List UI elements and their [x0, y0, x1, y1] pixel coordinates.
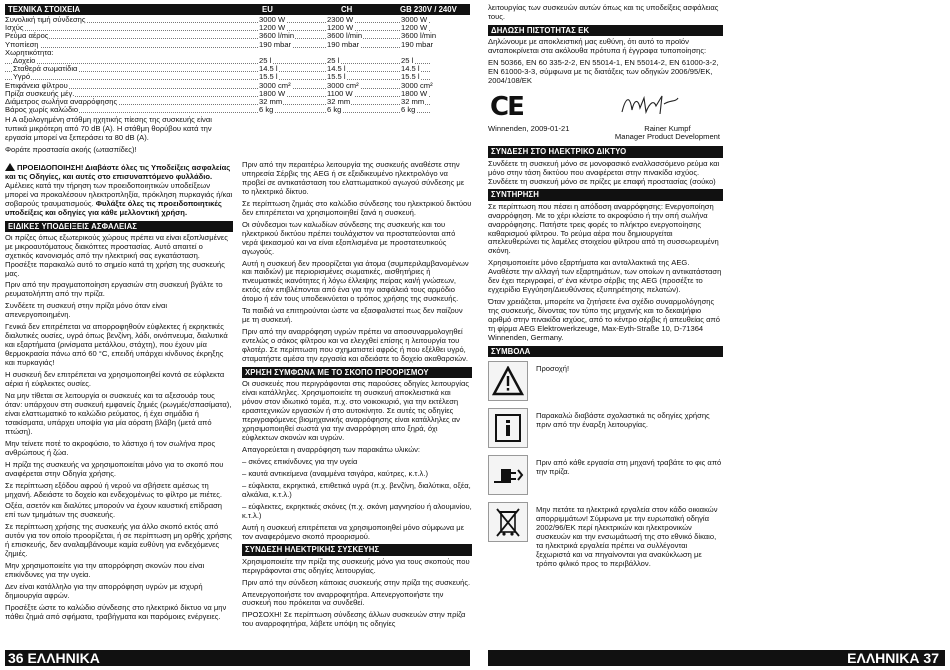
- spec-value-ch: 2300 W: [327, 15, 354, 24]
- use-paragraph: – καυτά αντικείμενα (αναμμένα τσιγάρα, καύτρες, κ.τ.λ.): [242, 468, 428, 478]
- device-connection-heading: ΣΥΝΔΕΣΗ ΗΛΕΚΤΡΙΚΗΣ ΣΥΣΚΕΥΗΣ: [242, 544, 472, 555]
- spec-value-ch: 1200 W: [327, 23, 354, 33]
- spec-value-ch: 32 mm: [327, 96, 351, 106]
- spec-header: [5, 4, 470, 15]
- spec-value-ch: 1100 W: [327, 88, 353, 98]
- safety-paragraph: Μην τείνετε ποτέ το ακροφύσιο, το λάστιχο ή τον σωλήνα προς ανθρώπους ή ζώα.: [5, 438, 216, 457]
- dot-leader: [5, 57, 430, 64]
- safety-paragraph: Μην χρησιμοποιείτε για την απορρόφηση σκονών που είναι επικίνδυνες για την υγεία.: [5, 561, 205, 580]
- spec-value-ch: 3600 l/min: [327, 31, 363, 41]
- safety-paragraph: Πριν από την αναρρόφηση υγρών πρέπει να αποσυναρμολογηθεί εντελώς ο σάκος φίλτρου και να ελεγχθεί επίσης η λειτουργία του φλοτέρ. Σε περίπτωση που σχηματιστεί αφρός ή που εξέλθει υγρό, σταματήστε αμέσα την εργασία και αδειάστε το δοχείο ακαθαρσιών.: [242, 327, 469, 364]
- safety-paragraph: Δεν είναι κατάλληλο για την απορρόφηση υγρών με ισχυρή δημιουργία αφρών.: [5, 582, 203, 601]
- spec-label: Ισχύς: [5, 23, 24, 33]
- device-connection-text: [242, 558, 472, 630]
- special-safety-list: [5, 234, 233, 622]
- connection-paragraph: ΠΡΟΣΟΧΗ! Σε περίπτωση σύνδεσης άλλων συσκευών στην πρίζα του αναρροφητήρα, λάβετε υπόψη τις οδηγίες: [242, 610, 466, 629]
- language-right: ΕΛΛΗΝΙΚΑ: [847, 650, 920, 666]
- warning-keep: Φυλάξτε όλες τις προειδοποιητικές υποδείξεις και οδηγίες για κάθε μελλοντική χρήση.: [5, 198, 222, 217]
- signer-title: Manager Product Development: [614, 132, 720, 142]
- warning-title: ΠΡΟΕΙΔΟΠΟΙΗΣΗ! Διαβάστε όλες τις Υποδείξεις ασφαλείας και τις Οδηγίες, και αυτές στο επισυναπτόμενο φυλλάδιο.: [5, 162, 231, 181]
- spec-value-eu: 15.5 l: [259, 72, 278, 82]
- ce-norms: EN 50366, EN 60 335-2-2, EN 55014-1, EN 55014-2, EN 61000-3-2, EN 61000-3-3, σύμφωνα με τις διατάξεις των οδηγιών 2006/95/EK, 2004/108/EK: [488, 58, 719, 85]
- unplug-icon: [488, 455, 528, 495]
- spec-value-gb: 3000 cm²: [401, 80, 433, 90]
- spec-value-gb: 3000 W: [401, 15, 428, 24]
- spec-value-ch: 14.5 l: [327, 64, 346, 74]
- symbol-item: [488, 361, 723, 401]
- warning-text: Αμέλειες κατά την τήρηση των προειδοποιητικών υποδείξεων μπορεί να προκαλέσουν ηλεκτροπληξία, πρόκληση πυρκαγιάς ή/και σοβαρούς τραυματισμούς.: [5, 180, 233, 208]
- warning-block: [5, 163, 233, 218]
- mains-text: Συνδέετε τη συσκευή μόνο σε μονοφασικό εναλλασσόμενο ρεύμα και μόνο στην τάση δικτύου που αναφέρεται στην πινακίδα ισχύος. Συνδέετε τη συσκευή μόνο σε πρίζες με επαφή προστασίας (σούκο): [488, 158, 720, 186]
- spec-value-eu: 1200 W: [259, 23, 286, 33]
- safety-paragraph: Συνδέετε τη συσκευή στην πρίζα μόνο όταν είναι απενεργοποιημένη.: [5, 301, 168, 320]
- dot-leader: [5, 32, 430, 39]
- use-paragraph: Αυτή η συσκευή επιτρέπεται να χρησιμοποιηθεί μόνο σύμφωνα με τον αναφερόμενο σκοπό προορισμού.: [242, 522, 465, 541]
- connection-paragraph: Απενεργοποιήστε τον αναρροφητήρα. Απενεργοποιήστε την συσκευή που πρόκειται να συνδεθεί.: [242, 589, 444, 608]
- maintenance-paragraph: Όταν χρειάζεται, μπορείτε να ζητήσετε ένα σχέδιο συναρμολόγησης της συσκευής, δίνοντας τον τύπο της μηχανής και το δεκαψήφιο αριθμό στην πινακίδα ισχύος, από το κέντρο σέρβις ή απευθείας από τη φίρμα AEG Elektrowerkzeuge, Max-Eyth-Straße 10, D-71364 Winnenden, Germany.: [488, 297, 720, 343]
- page-number-left: 36: [8, 650, 24, 666]
- safety-continued: [242, 161, 472, 364]
- symbol-item: [488, 408, 723, 448]
- signature-line: [488, 125, 720, 143]
- symbol-text: Προσοχή!: [536, 364, 570, 374]
- safety-paragraph: Γενικά δεν επιτρέπεται να απορροφηθούν εύφλεκτες ή εκρηκτικές διαλυτικές ουσίες, υγρά όπως βενζίνη, λάδι, οινόπνευμα, διαλυτικά και εξαρτήματα (ρινίσματα μετάλλου, στάχτη), που έχουν μία θερμοκρασία πάνω από 60 °C, επειδή υπάρχει κίνδυνος έκρηξης και πυρκαγιάς!: [5, 322, 228, 368]
- spec-value-ch: 6 kg: [327, 105, 342, 115]
- spec-label: Επιφάνεια φίλτρου: [5, 80, 68, 90]
- spec-value-ch: 25 l: [327, 55, 340, 65]
- spec-label: Συνολική τιμή σύνδεσης: [5, 15, 86, 24]
- maintenance-text: [488, 203, 723, 343]
- column-2: [242, 161, 472, 632]
- safety-paragraph: Οι σύνδεσμοι των καλωδίων σύνδεσης της συσκευής και του ηλεκτρικού δικτύου πρέπει τουλάχιστον να προστατεύονται από νερά ψεκασμού και να είναι εξοπλισμένα με προστατευτικούς αγωγούς.: [242, 219, 456, 256]
- safety-paragraph: Τα παιδιά να επιτηρούνται ώστε να εξασφαλιστεί πως δεν παίζουν με τη συσκευή.: [242, 306, 463, 325]
- safety-paragraph: Οξέα, ασετόν και διαλύτες μπορούν να έχουν καυστική επίδραση επί των τμημάτων της συσκευής.: [5, 501, 222, 520]
- intro-text: λειτουργίας των συσκευών αυτών όπως και τις υποδείξεις ασφάλειας τους.: [488, 3, 719, 21]
- spec-value-gb: 3600 l/min: [401, 31, 437, 41]
- spec-value-gb: 1800 W: [401, 88, 428, 98]
- safety-paragraph: Η συσκευή δεν επιτρέπεται να χρησιμοποιηθεί κοντά σε εύφλεκτα αέρια ή εύφλεκτες ουσίες.: [5, 370, 225, 389]
- special-safety-heading: ΕΙΔΙΚΕΣ ΥΠΟΔΕΙΞΕΙΣ ΑΣΦΑΛΕΙΑΣ: [5, 221, 233, 232]
- spec-label: Πρίζα συσκευής μέγ.: [5, 88, 75, 98]
- maintenance-heading: ΣΥΝΤΗΡΗΣΗ: [488, 189, 723, 200]
- spec-label: Δοχείο: [13, 55, 36, 65]
- safety-paragraph: Η πρίζα της συσκευής να χρησιμοποιείται μόνο για το σκοπό που αναφέρεται στην Οδηγία χρήσης.: [5, 459, 224, 478]
- dot-leader: [5, 73, 430, 80]
- spec-value-eu: 190 mbar: [259, 39, 292, 49]
- use-paragraph: Οι συσκευές που περιγράφονται στις παρούσες οδηγίες λειτουργίας είναι κατάλληλες. Χρησιμοποιείτε τη συσκευή αποκλειστικά και μόνον στον ιδιωτικό τομέα, π.χ. στο νοικοκυριό, για την εκτέλεση ερασιτεχνικών εργασιών ή στο αυτοκίνητο. Σε αυτές τις οδηγίες περιγραφόμενες βιομηχανικής αναρρόφησης είναι κατάλληλες αν χρησιμοποιηθεί σωστά για την αναρρόφηση απο ξηρά, όχι εύφλεκτων σκονών και υγρών.: [242, 379, 470, 442]
- maintenance-paragraph: Χρησιμοποιείτε μόνο εξαρτήματα και ανταλλακτικά της AEG. Αναθέστε την αλλαγή των εξαρτημάτων, των οποίων η αντικατάσταση δεν έχει περιγραφεί, σ' ένα κέντρο σέρβις της AEG (προσέξτε το εγχειρίδιο Εγγύηση/Διευθύνσεις εξυπηρέτησης πελατών).: [488, 258, 722, 295]
- signature-image: [620, 92, 680, 118]
- use-paragraph: – εύφλεκτες, εκρηκτικές σκόνες (π.χ. σκόνη μαγνησίου ή αλουμινίου, κ.τ.λ.): [242, 501, 472, 520]
- spec-value-gb: 190 mbar: [401, 39, 434, 49]
- spec-label: Ρεύμα αέρος: [5, 31, 49, 41]
- spec-label: Υποπίεση: [5, 39, 39, 49]
- ce-mark: CE: [490, 91, 523, 122]
- symbols-heading: ΣΥΜΒΟΛΑ: [488, 346, 723, 357]
- warning-triangle-icon: [488, 361, 528, 401]
- spec-title: ΤΕΧΝΙΚΑ ΣΤΟΙΧΕΙΑ: [8, 5, 81, 14]
- spec-label: Χωρητικότητα:: [5, 47, 54, 57]
- safety-paragraph: Να μην τίθεται σε λειτουργία οι συσκευές και τα αξεσουάρ τους όταν: υπάρχουν στη συσκευή εμφανείς ζημιές (ρωγμές/σπασίματα), είναι ελαττωματικό το καλώδιο ρεύματος, ή έχει σημάδια ή τσακίσματα, υπάρχει υποψία για μία αόρατη βλάβη (μετά από πτώση).: [5, 390, 232, 436]
- symbol-item: [488, 455, 723, 495]
- signer-name: Rainer Kumpf: [644, 123, 691, 133]
- page-number-right: 37: [923, 650, 939, 666]
- symbols-list: [488, 361, 723, 569]
- spec-value-eu: 1800 W: [259, 88, 286, 98]
- spec-value-eu: 14.5 l: [259, 64, 278, 74]
- spec-value-eu: 6 kg: [259, 105, 274, 115]
- spec-table: [5, 16, 470, 114]
- mains-heading: ΣΥΝΔΕΣΗ ΣΤΟ ΗΛΕΚΤΡΙΚΟ ΔΙΚΤΥΟ: [488, 146, 723, 157]
- safety-paragraph: Πριν από την περαιτέρω λειτουργία της συσκευής αναθέστε στην υπηρεσία Σέρβις της AEG ή σε εξειδικευμένο ηλεκτρολόγο να προβεί σε αντικατάσταση του ελαττωματικού αγωγού σύνδεσης με το ηλεκτρικό δίκτυο.: [242, 160, 465, 196]
- dot-leader: [5, 24, 430, 31]
- spec-value-eu: 32 mm: [259, 96, 283, 106]
- safety-paragraph: Οι πρίζες όπως εξωτερικούς χώρους πρέπει να είναι εξοπλισμένες με μικροαυτόματους διακόπτες προστασίας. Αυτό απαιτεί ο σχετικός κανονισμός από την ηλεκτρική σας εγκατάσταση. Προσέξτε παρακαλώ αυτό το σημείο κατά τη χρήση της συσκευής μας.: [5, 232, 228, 278]
- spec-value-ch: 3000 cm²: [327, 80, 359, 90]
- spec-value-ch: 15.5 l: [327, 72, 346, 82]
- use-paragraph: – εύφλεκτα, εκρηκτικά, επιθετικά υγρά (π.χ. βενζίνη, διαλύτικα, οξέα, αλκάλια, κ.τ.λ.): [242, 480, 471, 499]
- spec-value-gb: 14.5 l: [401, 64, 420, 74]
- safety-paragraph: Σε περίπτωση εξόδου αφρού ή νερού να σβήσετε αμέσως τη μηχανή. Αδειάστε το δοχείο και ενδεχομένως το φίλτρο με πιέτες.: [5, 480, 222, 499]
- language-left: ΕΛΛΗΝΙΚΑ: [27, 650, 100, 666]
- spec-value-gb: 15.5 l: [401, 72, 420, 82]
- spec-value-gb: 6 kg: [401, 105, 416, 115]
- safety-paragraph: Σε περίπτωση χρήσης της συσκευής για άλλο σκοπό εκτός από αυτόν για τον οποίο προορίζεται, ή σε περίπτωση μη ορθής χρήσης ή επισκευής, δεν αναλαμβάνουμε καμία ευθύνη για ενδεχόμενες ζημιές.: [5, 522, 232, 559]
- signer: [615, 125, 720, 143]
- spec-label: Διάμετρος σωλήνα αναρρόφησης: [5, 96, 118, 106]
- safety-paragraph: Αυτή η συσκευή δεν προορίζεται για άτομα (συμπεριλαμβανομένων και παιδιών) με περιορισμένες σωματικές, αισθητήριες ή πνευματικές ικανότητες ή λόγω έλλειψης πείρας και/ή γνώσεων, εκτός εάν επιβλέπονται από ένα για την ασφάλειά τους αρμόδιο άτομο ή εάν τους υποδεικνύεται ο τρόπος χρήσης της συσκευής.: [242, 258, 469, 304]
- spec-row: [5, 106, 470, 114]
- read-manual-icon: [488, 408, 528, 448]
- column-3: [488, 4, 723, 576]
- place-date: Winnenden, 2009-01-21: [488, 123, 570, 133]
- weee-bin-icon: [488, 502, 528, 542]
- spec-value-eu: 3000 cm²: [259, 80, 291, 90]
- footer-right: [488, 650, 945, 666]
- safety-paragraph: Σε περίπτωση ζημιάς στο καλώδιο σύνδεσης του ηλεκτρικού δικτύου δεν επιτρέπεται να χρησιμοποιηθεί ξανά η συσκευή.: [242, 198, 472, 217]
- safety-paragraph: Πριν από την πραγματοποίηση εργασιών στη συσκευή βγάλτε το ρευματολήπτη από την πρίζα.: [5, 280, 223, 299]
- maintenance-paragraph: Σε περίπτωση που πέσει η απόδοση αναρρόφησης: Ενεργοποίηση αναρρόφηση. Με το χέρι κλείστε το ακροφύσιο ή την οπή σωλήνα αναρρόφησης. Πατήστε τρεις φορές το πλήκτρο ενεργοποίησης καθαρισμού φίλτρου. Το ρεύμα αέρα που δημιουργείται απελευθερώνει τις λαμέλες στοιχείου φίλτρου από τη συσσωρευμένη σκόνη.: [488, 201, 719, 256]
- noise-text: Η Α αξιολογημένη στάθμη ηχητικής πίεσης της συσκευής είναι τυπικά μικρότερη από 70 dB (A). Η στάθμη θορύβου κατά την εργασία μπορεί να ξεπεράσει τα 80 dB (A).: [5, 115, 212, 142]
- spec-col-ch: CH: [341, 5, 353, 14]
- symbol-text: Παρακαλώ διαβάστε σχολαστικά τις οδηγίες χρήσης πριν από την έναρξη λειτουργίας.: [536, 411, 710, 430]
- connection-paragraph: Πριν από την σύνδεση κάποιας συσκευής στην πρίζα της συσκευής.: [242, 577, 471, 587]
- spec-value-gb: 32 mm: [401, 96, 425, 106]
- spec-col-gb: GB 230V / 240V: [400, 5, 457, 14]
- dot-leader: [5, 41, 430, 48]
- footer-left: [5, 650, 470, 666]
- ce-text: Δηλώνουμε με αποκλειστική μας ευθύνη, ότι αυτό το προϊόν ανταποκρίνεται στα ακόλουθα πρότυπα ή έγγραφα τυποποίησης:: [488, 37, 707, 56]
- spec-label: Σταθερά σωματίδια: [13, 64, 78, 74]
- symbol-item: [488, 502, 723, 569]
- connection-paragraph: Χρησιμοποιείτε την πρίζα της συσκευής μόνο για τους σκοπούς που περιγράφονται στις οδηγίες λειτουργίας.: [242, 556, 470, 575]
- spec-value-eu: 3600 l/min: [259, 31, 295, 41]
- spec-value-eu: 25 l: [259, 55, 272, 65]
- spec-value-gb: 1200 W: [401, 23, 428, 33]
- spec-col-eu: EU: [262, 5, 273, 14]
- intended-use-heading: ΧΡΗΣΗ ΣΥΜΦΩΝΑ ΜΕ ΤΟ ΣΚΟΠΟ ΠΡΟΟΡΙΣΜΟΥ: [242, 367, 472, 378]
- intended-use-text: [242, 380, 472, 541]
- spec-row: [5, 41, 470, 49]
- column-1: [5, 116, 233, 625]
- safety-paragraph: Προσέξτε ώστε το καλώδιο σύνδεσης στο ηλεκτρικό δίκτυο να μην πάθει ζημιά από σφήματα, τραβήγματα και παρόμοιες ενέργειες.: [5, 602, 227, 621]
- spec-value-eu: 3000 W: [259, 15, 286, 24]
- warning-icon: [5, 163, 15, 171]
- spec-label: Βάρος χωρίς καλώδιο: [5, 105, 79, 115]
- spec-value-gb: 25 l: [401, 55, 414, 65]
- spec-value-ch: 190 mbar: [327, 39, 360, 49]
- symbol-text: Μην πετάτε τα ηλεκτρικά εργαλεία στον κάδο οικιακών απορριμμάτων! Σύμφωνα με την ευρωπαϊκή οδηγία 2002/96/ΕΚ περί ηλεκτρικών και ηλεκτρονικών συσκευών και την ενσωμάτωσή της στο εθνικό δίκαιο, τα ηλεκτρικά εργαλεία πρέπει να συλλέγονται ξεχωριστά και να πηγαίνονται για ανακύκλωση με τρόπο φιλικό προς το περιβάλλον.: [536, 505, 718, 568]
- use-paragraph: – σκόνες επικίνδυνες για την υγεία: [242, 456, 358, 466]
- ear-protection-text: Φοράτε προστασία ακοής (ωτασπίδες)!: [5, 144, 137, 154]
- ce-heading: ΔΗΛΩΣΗ ΠΙΣΤΟΤΗΤΑΣ ΕΚ: [488, 25, 723, 36]
- spec-label: Υγρό: [13, 72, 31, 82]
- symbol-text: Πριν από κάθε εργασία στη μηχανή τραβάτε το φις από την πρίζα.: [536, 458, 722, 477]
- use-paragraph: Απαγορεύεται η αναρρόφηση των παρακάτω υλικών:: [242, 444, 421, 454]
